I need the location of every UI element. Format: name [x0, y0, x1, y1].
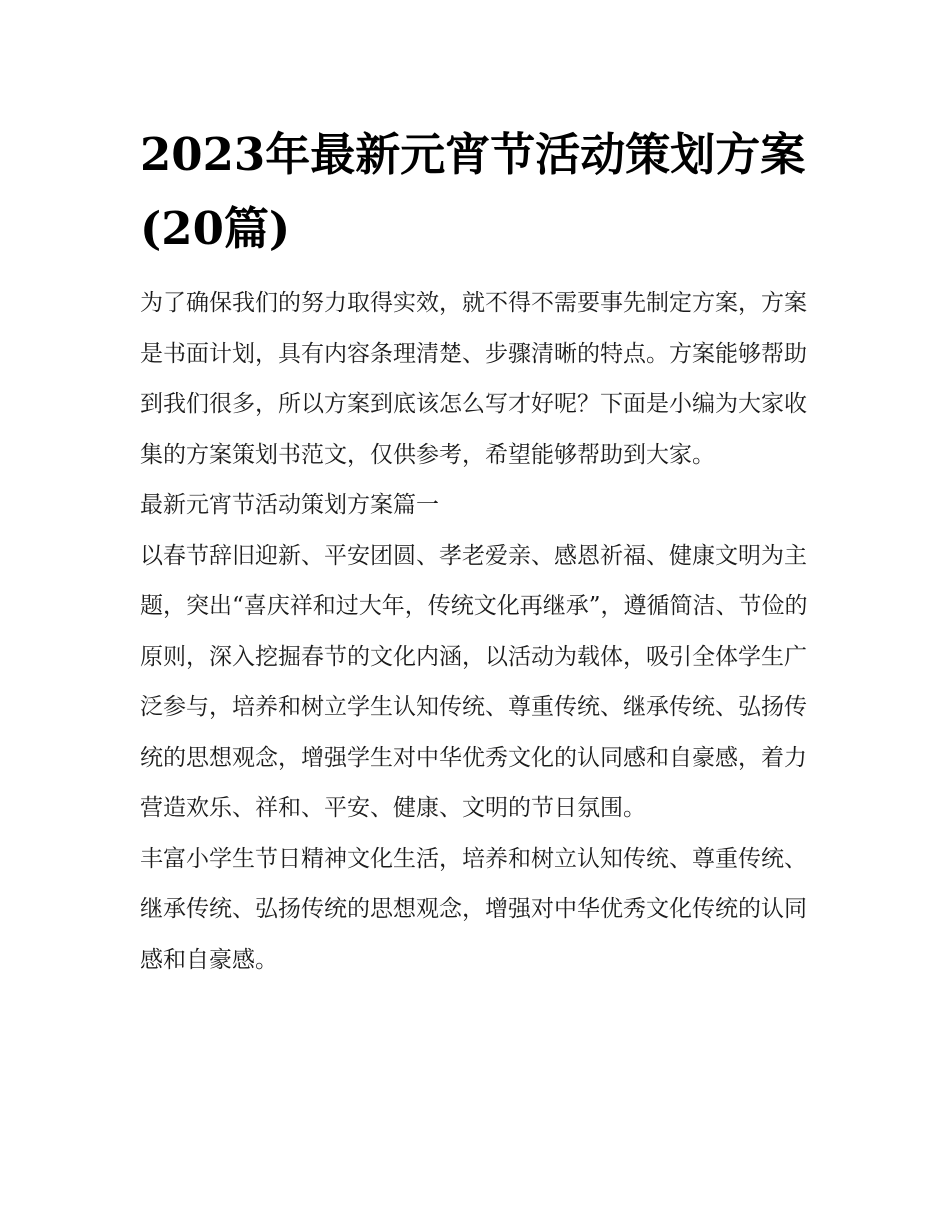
document-title: 2023年最新元宵节活动策划方案(20篇)	[140, 128, 806, 255]
intro-paragraph: 为了确保我们的努力取得实效，就不得不需要事先制定方案，方案是书面计划，具有内容条理清楚、步骤清晰的特点。方案能够帮助到我们很多，所以方案到底该怎么写才好呢？下面是小编为大家收集的方案策划书范文，仅供参考，希望能够帮助到大家。	[140, 290, 807, 468]
body-paragraph: 丰富小学生节日精神文化生活，培养和树立认知传统、尊重传统、继承传统、弘扬传统的思想观念，增强对中华优秀文化传统的认同感和自豪感。	[140, 845, 807, 973]
section-heading: 最新元宵节活动策划方案篇一	[140, 492, 439, 518]
body-paragraph: 以春节辞旧迎新、平安团圆、孝老爱亲、感恩祈福、健康文明为主题，突出“喜庆祥和过大年，传统文化再继承”，遵循简洁、节俭的原则，深入挖掘春节的文化内涵，以活动为载体，吸引全体学生广泛参与，培养和树立学生认知传统、尊重传统、继承传统、弘扬传统的思想观念，增强学生对中华优秀文化的认同感和自豪感，着力营造欢乐、祥和、平安、健康、文明的节日氛围。	[140, 542, 808, 821]
document-body	[140, 278, 812, 985]
